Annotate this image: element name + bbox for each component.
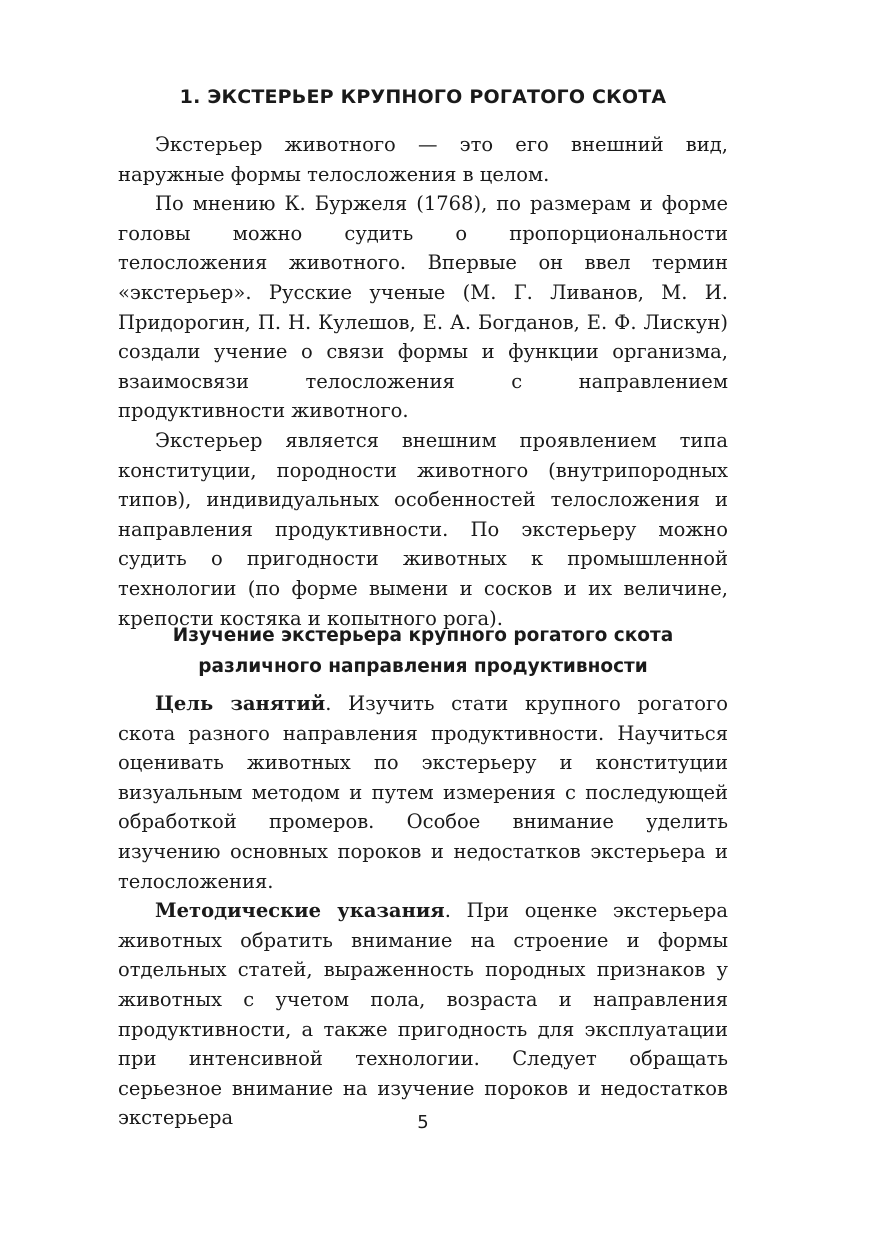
- lesson-text: [118, 689, 728, 1133]
- goal-label: Цель занятий: [155, 692, 326, 715]
- guidelines-label: Методические указания: [155, 899, 445, 923]
- goal-paragraph: [118, 689, 728, 896]
- book-page: [118, 0, 728, 1241]
- guidelines-paragraph: [118, 896, 728, 1133]
- guidelines-text: . При оценке экстерьера животных обратить внимание на строение и формы отдельных статей, выраженность породных признаков у животных с учетом пола, возраста и направления продуктивности, а также пригодность для эксплуатации при интенсивной технологии. Следует обращать серьезное внимание на изучение пороков и недостатков экстерьера: [118, 899, 728, 1130]
- intro-paragraph: Экстерьер является внешним проявлением типа конституции, породности животного (внутрипородных типов), индивидуальных особенностей телосложения и направления продуктивности. По экстерьеру можно судить о пригодности животных к промышленной технологии (по форме вымени и сосков и их величине, крепости костяка и копытного рога).: [118, 428, 728, 630]
- section-title: [118, 620, 728, 682]
- chapter-title: 1. ЭКСТЕРЬЕР КРУПНОГО РОГАТОГО СКОТА: [179, 86, 667, 108]
- goal-text: . Изучить стати крупного рогатого скота разного направления продуктивности. Научиться оценивать животных по экстерьеру и конституции визуальным методом и путем измерения с последующей обработкой промеров. Особое внимание уделить изучению основных пороков и недостатков экстерьера и телосложения.: [118, 692, 728, 893]
- section-title-line: различного направления продуктивности: [198, 656, 648, 677]
- intro-text: [118, 130, 728, 633]
- section-title-line: Изучение экстерьера крупного рогатого скота: [172, 625, 674, 646]
- intro-paragraph: Экстерьер животного — это его внешний вид, наружные формы телосложения в целом.: [118, 133, 728, 186]
- page-number: 5: [417, 1112, 429, 1133]
- intro-paragraph: По мнению К. Буржеля (1768), по размерам и форме головы можно судить о пропорциональности телосложения животного. Впервые он ввел термин «экстерьер». Русские ученые (М. Г. Ливанов, М. И. Придорогин, П. Н. Кулешов, Е. А. Богданов, Е. Ф. Лискун) создали учение о связи формы и функции организма, взаимосвязи телосложения с направлением продуктивности животного.: [118, 192, 728, 423]
